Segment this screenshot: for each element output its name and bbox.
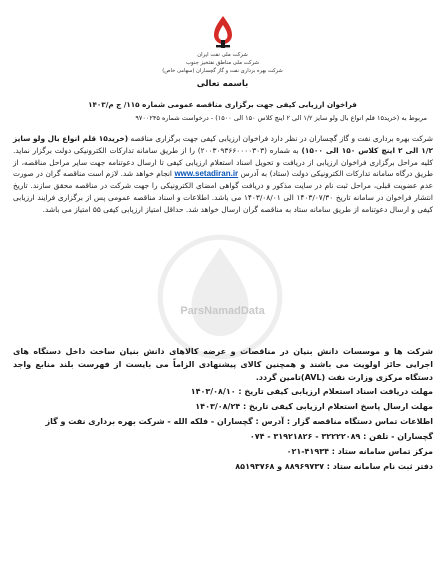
notice-subtitle: مربوط به (خرید۱۵ قلم انواع بال ولو سایز ۱/۲ الی ۲ اینچ کلاس ۱۵۰ الی ۱۵۰۰) - درخواست شماره ۹۷۰۰۲۴۵ [135, 114, 427, 122]
paragraph-tail: انجام خواهد شد. لازم است مناقصه گران در صورت عدم عضویت قبلی، مراحل ثبت نام در سایت مذکور و دریافت گواهی امضای الکترونیکی را جهت شرکت در مناقصه محقق سازند. تاریخ انتشار فراخوان در سامانه تاریخ ۱۴۰۳/۰۷/۳۰ الی ۱۴۰۳/۰۸/۰۱ می باشد. اطلاعات و اسناد مناقصه عمومی پس از برگزاری فرایند ارزیابی کیفی و ارسال دعوتنامه از طریق سامانه ستاد به مناقصه گران ارسال خواهد شد. حداقل امتیاز ارزیابی کیفی ۵۵ امتیاز می باشد. [13, 169, 433, 214]
item-description: (خرید۱۵ قلم انواع بال ولو سایز ۱/۲ الی ۲ اینچ کلاس ۱۵۰ الی ۱۵۰۰) [13, 134, 434, 155]
deadline-receive: مهلت دریافت اسناد استعلام ارزیابی کیفی تاریخ : ۱۴۰۳/۰۸/۱۰ [190, 387, 433, 396]
watermark-text: ParsNamadData [180, 305, 265, 317]
org-line-3: شرکت بهره برداری نفت و گاز گچساران (سهامی خاص) [162, 68, 283, 74]
knowledge-based-paragraph: شرکت ها و موسسات دانش بنیان در مناقصات و عرضه کالاهای دانش بنیان ساخت داخل دستگاه های اجرایی حائز اولویت می باشند و همچنین کالای پیشنهادی الزاماً می بایست از فهرست بلند منابع واجد دستگاه مرکزی وزارت نفت (AVL)تامین گردد. [13, 347, 433, 382]
setad-registration-office: دفتر ثبت نام سامانه ستاد : ۸۸۹۶۹۷۳۷ و ۸۵۱۹۳۷۶۸ [235, 462, 433, 471]
contact-address: اطلاعات تماس دستگاه مناقصه گزار : آدرس : گچساران - فلکه الله - شرکت بهره برداری نفت و گاز [45, 417, 433, 426]
main-paragraph [13, 133, 433, 216]
motto-heading: باسمه تعالی [196, 79, 249, 89]
org-line-1: شرکت ملی نفت ایران [197, 52, 248, 58]
deadline-send: مهلت ارسال پاسخ استعلام ارزیابی کیفی تاریخ : ۱۴۰۳/۰۸/۲۴ [195, 402, 433, 411]
paragraph-body: به شماره (۲۰۰۳۰۹۳۶۶۰۰۰۰۳۰۳) را از طریق سامانه تدارکات الکترونیکی دولت برگزار نماید. کلیه مراحل برگزاری فراخوان ارزیابی از دریافت و تحویل اسناد استعلام ارزیابی کیفی تا ارسال دعوتنامه جهت سایر مراحل مناقصه، از طریق درگاه سامانه تدارکات الکترونیکی دولت (ستاد) به آدرس [13, 145, 433, 179]
website-link[interactable]: www.setadiran.ir [174, 169, 239, 179]
watermark-logo-icon [155, 232, 285, 362]
oil-company-logo-icon [205, 14, 241, 50]
contact-phone: گچساران - تلفن : ۳۲۲۲۲۰۸۹ - ۳۱۹۲۱۸۲۶ - ۰۷۴ [249, 432, 433, 441]
paragraph-intro: شرکت بهره برداری نفت و گاز گچساران در نظر دارد فراخوان ارزیابی کیفی جهت برگزاری مناقصه [128, 134, 434, 143]
setad-call-center: مرکز تماس سامانه ستاد : ۴۱۹۳۴-۰۲۱ [286, 447, 433, 456]
notice-title: فراخوان ارزیابی کیفی جهت برگزاری مناقصه عمومی شماره ۱۱۵/ ج م/۱۴۰۳ [88, 100, 357, 109]
org-line-2: شرکت ملی مناطق نفتخیز جنوب [185, 60, 260, 66]
